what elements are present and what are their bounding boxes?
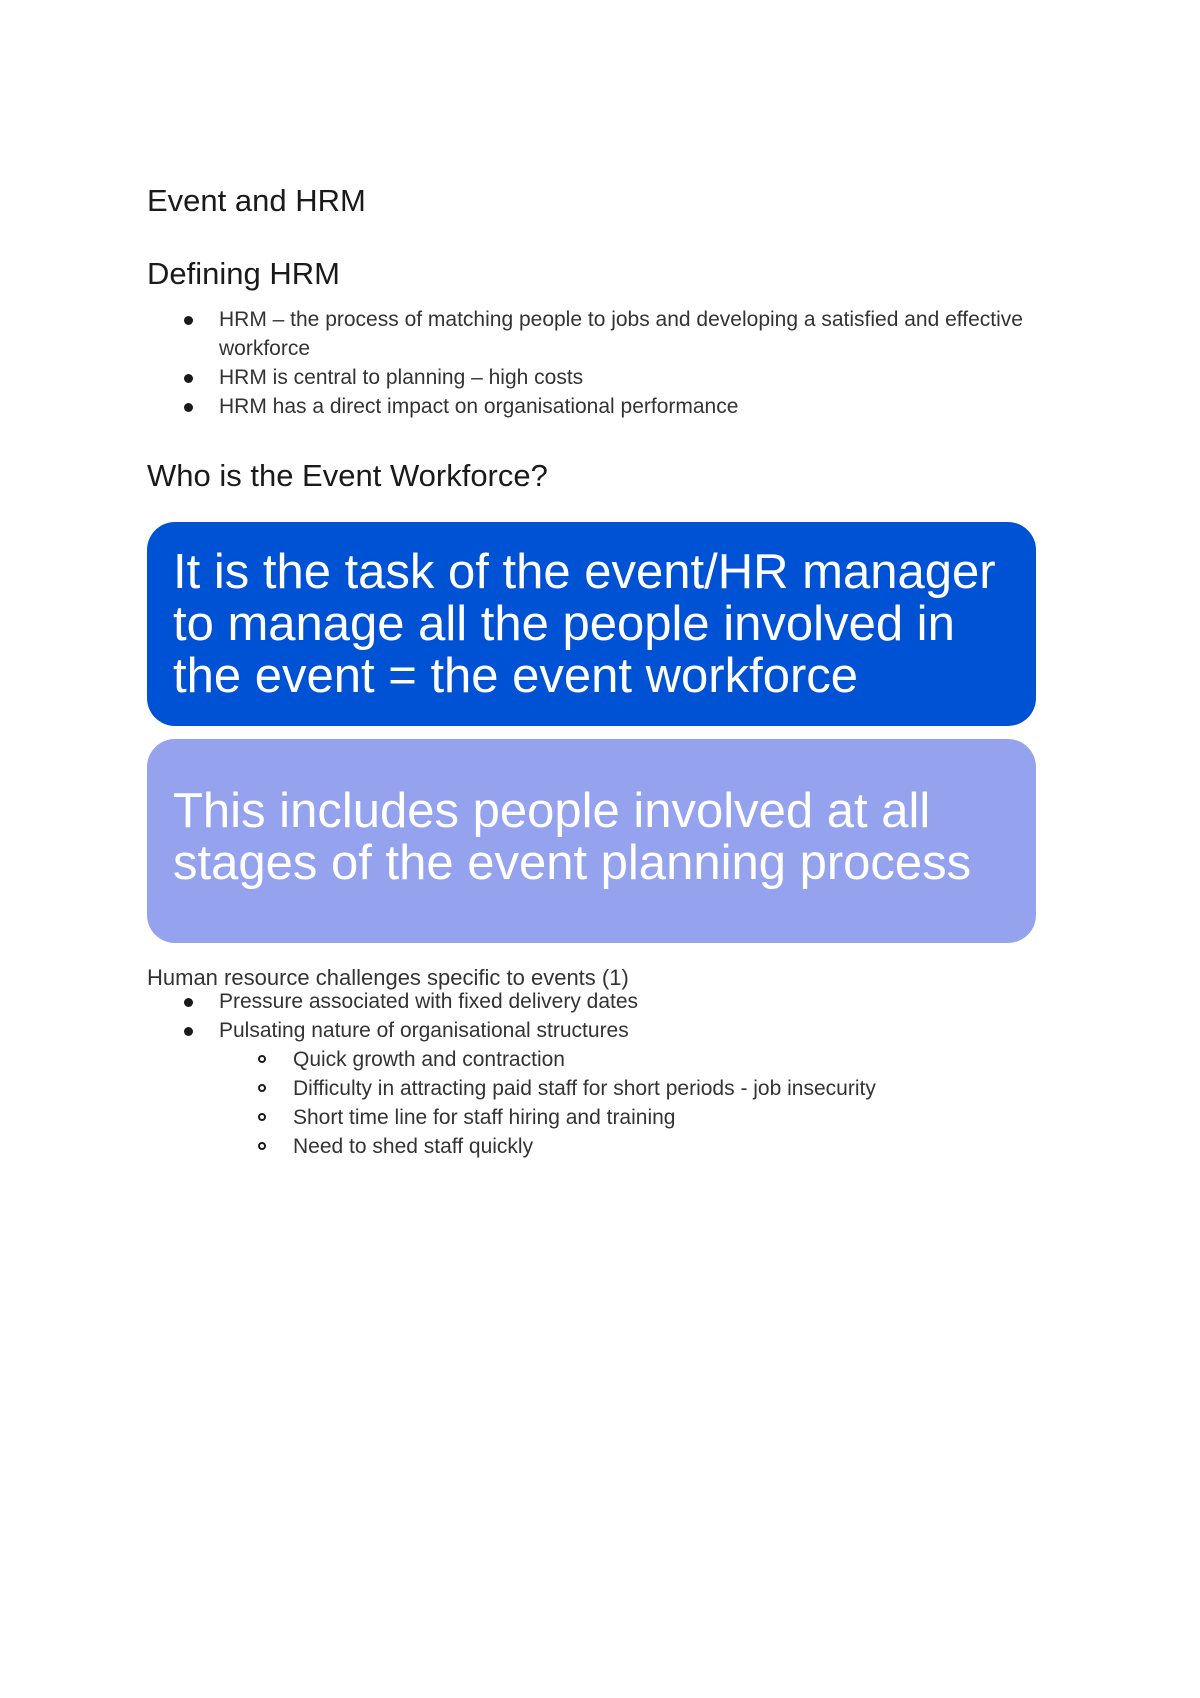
sub-list-item	[147, 1103, 1027, 1132]
sub-list-item-text: Quick growth and contraction	[293, 1048, 565, 1071]
list-item	[147, 363, 1027, 392]
sub-list-item-text: Difficulty in attracting paid staff for short periods - job insecurity	[293, 1077, 876, 1100]
hollow-bullet-icon	[258, 1084, 266, 1092]
bullet-icon	[184, 316, 193, 325]
defining-hrm-heading: Defining HRM	[147, 256, 340, 291]
challenges-list	[147, 987, 1027, 1161]
list-item-text: HRM has a direct impact on organisational performance	[219, 395, 739, 418]
challenges-title: Human resource challenges specific to events (1)	[147, 965, 629, 990]
sub-list-item-text: Short time line for staff hiring and training	[293, 1106, 676, 1129]
defining-hrm-list	[147, 305, 1027, 421]
list-item-text: HRM – the process of matching people to jobs and developing a satisfied and effective workforce	[219, 308, 1023, 360]
workforce-stages-box: This includes people involved at all stages of the event planning process	[147, 739, 1036, 943]
sub-list-item	[147, 1045, 1027, 1074]
document-title: Event and HRM	[147, 183, 366, 218]
list-item-text: Pulsating nature of organisational structures	[219, 1019, 629, 1042]
list-item	[147, 1016, 1027, 1161]
list-item	[147, 392, 1027, 421]
sub-list-item	[147, 1132, 1027, 1161]
list-item	[147, 987, 1027, 1016]
bullet-icon	[184, 1027, 193, 1036]
list-item-text: Pressure associated with fixed delivery dates	[219, 990, 639, 1013]
challenges-sub-list	[219, 1045, 1027, 1161]
workforce-heading: Who is the Event Workforce?	[147, 458, 548, 493]
sub-list-item-text: Need to shed staff quickly	[293, 1135, 534, 1158]
hollow-bullet-icon	[258, 1142, 266, 1150]
list-item-text: HRM is central to planning – high costs	[219, 366, 584, 389]
sub-list-item	[147, 1074, 1027, 1103]
list-item	[147, 305, 1027, 363]
bullet-icon	[184, 374, 193, 383]
bullet-icon	[184, 998, 193, 1007]
hollow-bullet-icon	[258, 1113, 266, 1121]
bullet-icon	[184, 403, 193, 412]
hollow-bullet-icon	[258, 1055, 266, 1063]
workforce-task-box: It is the task of the event/HR manager to manage all the people involved in the event = the event workforce	[147, 522, 1036, 726]
